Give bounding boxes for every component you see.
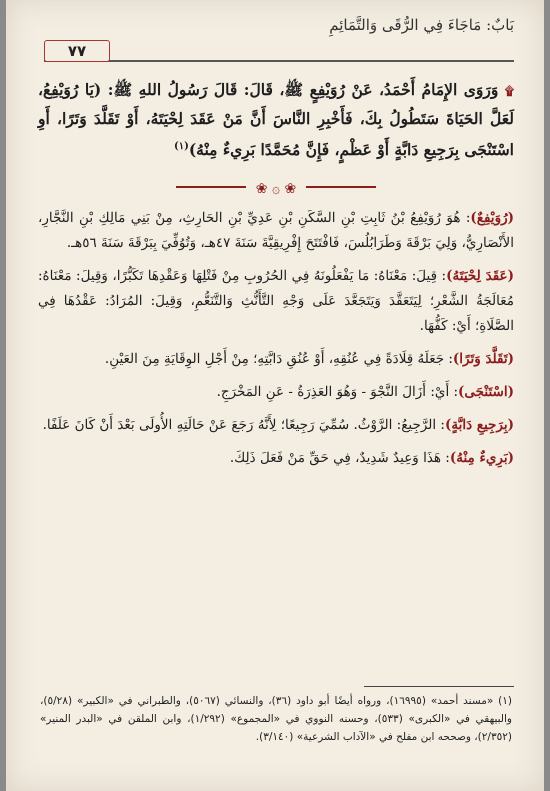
page-header xyxy=(44,14,514,62)
explanation-entry xyxy=(38,446,514,471)
footnote-separator xyxy=(364,686,514,687)
explanation-entry xyxy=(38,380,514,405)
entry-term: (رُوَيْفِعٌ) xyxy=(470,210,514,227)
entry-term: (تَقَلَّدَ وَتَرًا) xyxy=(452,351,514,368)
page-number: ٧٧ xyxy=(44,40,110,62)
entry-text: : هَذَا وَعِيدٌ شَدِيدٌ، فِي حَقِّ مَنْ فَعَلَ ذَلِكَ. xyxy=(229,450,450,467)
footnote: (١) «مسند أحمد» (١٦٩٩٥)، ورواه أيضًا أبو داود (٣٦)، والنسائي (٥٠٦٧)، والطبراني في «الكبير» (٥/٢٨)، والبيهقي في «الكبرى» (٥٣٣)، وحسنه النووي في «المجموع» (١/٢٩٢)، وابن الملقن في «البدر المنير» (٢/٣٥٢)، وصححه ابن مفلح في «الآداب الشرعية» (٣/١٤٠). xyxy=(40,695,513,743)
ornament-icon: ❀ ۞ ❀ xyxy=(255,181,297,198)
book-page xyxy=(6,0,544,791)
entry-term: (بَرِيءٌ مِنْهُ) xyxy=(449,450,514,467)
entry-term: (عَقَدَ لِحْيَتَهُ) xyxy=(446,268,514,285)
explanation-entry xyxy=(38,347,514,372)
entry-term: (بِرَجِيعِ دَابَّةٍ) xyxy=(444,417,514,434)
entry-text: : أَيْ: أَزَالَ النَّجْوَ - وَهُوَ العَذِرَةُ - عَنِ المَخْرَجِ. xyxy=(216,384,459,401)
hadith-body: وَرَوَى الإِمَامُ أَحْمَدُ، عَنْ رُوَيْفِعٍ ﷺ، قَالَ: قَالَ رَسُولُ اللهِ ﷺ: (يَا رُوَيْفِعُ، لَعَلَّ الحَيَاةَ سَتَطُولُ بِكَ، فَأَخْبِرِ النَّاسَ أَنَّ مَنْ عَقَدَ لِحْيَتَهُ، أَوْ تَقَلَّدَ وَتَرًا، أَوِ اسْتَنْجَى بِرَجِيعِ دَابَّةٍ أَوْ عَظْمٍ، فَإِنَّ مُحَمَّدًا بَرِيءٌ مِنْهُ) xyxy=(38,80,514,160)
hadith-text xyxy=(38,76,514,164)
entry-term: (اسْتَنْجَى) xyxy=(458,384,514,401)
entry-text: : قِيلَ: مَعْنَاهُ: مَا يَفْعَلُونَهُ فِي الحُرُوبِ مِنْ فَتْلِهَا وَعَقْدِهَا تَكَبُّرًا، وَقِيلَ: مَعْنَاهُ: مُعَالَجَةُ الشَّعْرِ؛ لِيَتَعَقَّدَ وَيَتَجَعَّدَ عَلَى وَجْهِ التَّأَنُّثِ وَالتَّنَعُّمِ، وَقِيلَ: المُرَادُ: عَقْدُهَا فِي الصَّلَاةِ؛ أَيْ: كَفُّهَا. xyxy=(38,268,514,335)
explanation-entry xyxy=(38,206,514,256)
chapter-title: بَابٌ: مَاجَاءَ فِي الرُّقَى وَالتَّمَائِمِ xyxy=(329,16,514,34)
footnote-ref: (١) xyxy=(173,141,189,152)
section-divider xyxy=(176,178,376,198)
explanation-entry xyxy=(38,264,514,339)
entry-text: : الرَّجِيعُ: الرَّوْثُ. سُمِّيَ رَجِيعًا؛ لِأَنَّهُ رَجَعَ عَنْ حَالَتِهِ الأُولَى بَعْدَ أَنْ كَانَ عَلَفًا. xyxy=(42,417,445,434)
explanation-entry xyxy=(38,413,514,438)
star-icon: ۩ xyxy=(504,84,514,98)
entry-text: : هُوَ رُوَيْفِعُ بْنُ ثَابِتِ بْنِ السَّكَنِ بْنِ عَدِيِّ بْنِ الحَارِثِ، مِنْ بَنِي مَالِكِ بْنِ النَّجَّارِ، الأَنْصَارِيُّ، وَلِيَ بَرْقَةَ وَطَرَابُلُسَ، فَافْتَتَحَ إِفْرِيقِيَّةَ سَنَةَ ٤٧هـ، وَتُوُفِّيَ بِبَرْقَةَ سَنَةَ ٥٦هـ. xyxy=(38,210,514,252)
entry-text: : جَعَلَهُ قِلَادَةً فِي عُنُقِهِ، أَوْ عُنُقِ دَابَّتِهِ؛ مِنْ أَجْلِ الوِقَايَةِ مِنَ العَيْنِ. xyxy=(104,351,453,368)
page-body xyxy=(38,76,514,479)
